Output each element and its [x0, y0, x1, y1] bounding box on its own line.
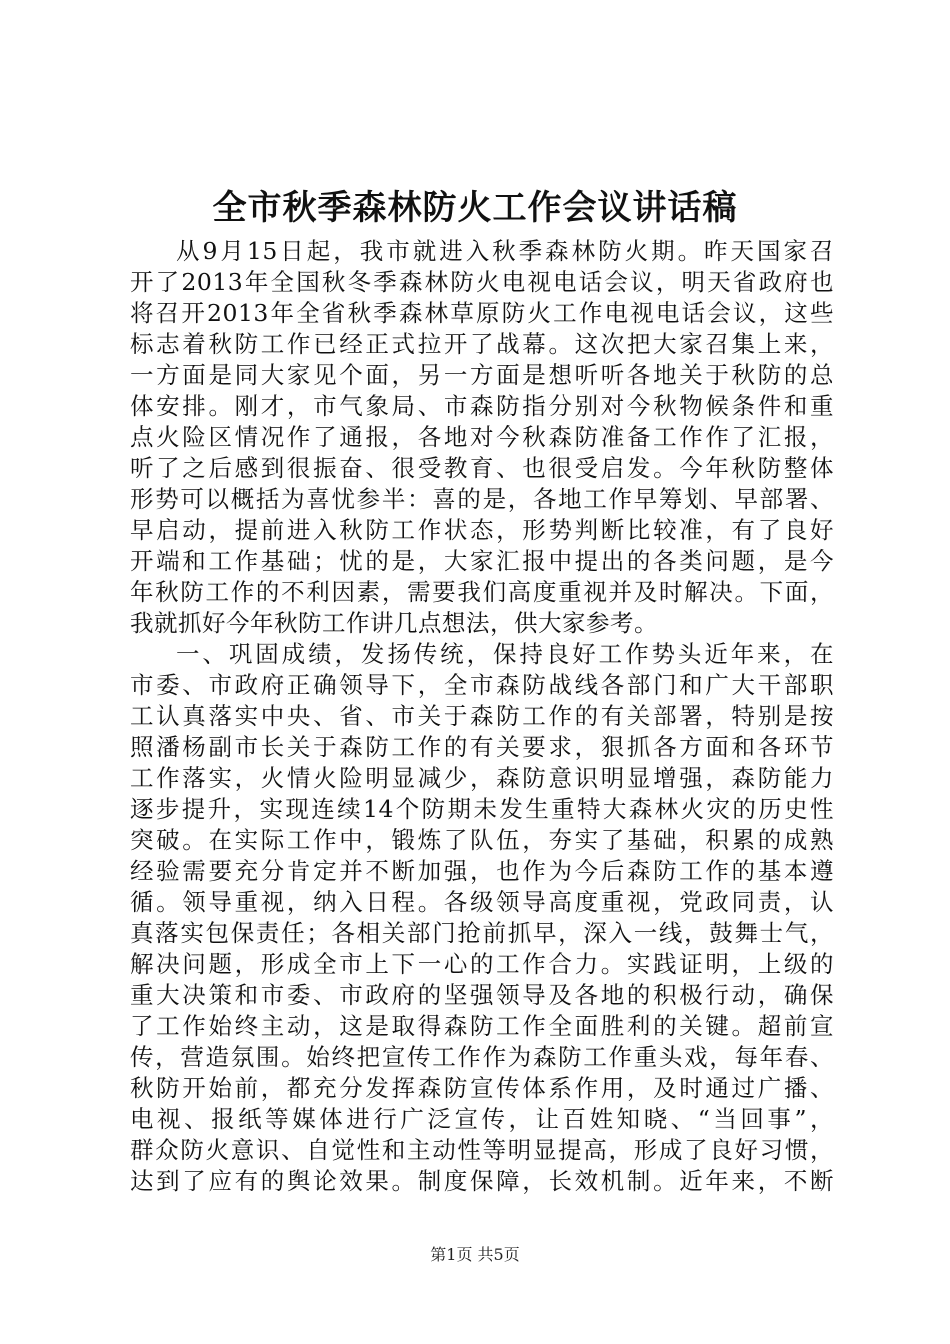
- body-line: 市委、市政府正确领导下，全市森防战线各部门和广大干部职: [130, 671, 834, 699]
- body-line: 重大决策和市委、市政府的坚强领导及各地的积极行动，确保: [130, 981, 834, 1009]
- document-title: 全市秋季森林防火工作会议讲话稿: [212, 188, 738, 228]
- body-line: 解决问题，形成全市上下一心的工作合力。实践证明，上级的: [130, 950, 834, 978]
- body-line: 将召开2013年全省秋季森林草原防火工作电视电话会议，这些: [130, 299, 834, 327]
- body-line: 听了之后感到很振奋、很受教育、也很受启发。今年秋防整体: [130, 454, 834, 482]
- document-body: [130, 236, 834, 1197]
- body-line: 一、巩固成绩，发扬传统，保持良好工作势头近年来，在: [176, 640, 834, 668]
- body-line: 标志着秋防工作已经正式拉开了战幕。这次把大家召集上来，: [130, 330, 834, 358]
- body-line: 循。领导重视，纳入日程。各级领导高度重视，党政同责，认: [130, 888, 834, 916]
- body-line: 开了2013年全国秋冬季森林防火电视电话会议，明天省政府也: [130, 268, 834, 296]
- body-line: 电视、报纸等媒体进行广泛宣传，让百姓知晓、“当回事”，: [130, 1105, 834, 1133]
- page-number: 第1页 共5页: [430, 1245, 520, 1264]
- body-line: 群众防火意识、自觉性和主动性等明显提高，形成了良好习惯，: [130, 1136, 834, 1164]
- body-line: 逐步提升，实现连续14个防期未发生重特大森林火灾的历史性: [130, 795, 834, 823]
- body-line: 体安排。刚才，市气象局、市森防指分别对今秋物候条件和重: [130, 392, 834, 420]
- body-line: 突破。在实际工作中，锻炼了队伍，夯实了基础，积累的成熟: [130, 826, 834, 854]
- body-line: 开端和工作基础；忧的是，大家汇报中提出的各类问题，是今: [130, 547, 834, 575]
- body-line: 经验需要充分肯定并不断加强，也作为今后森防工作的基本遵: [130, 857, 834, 885]
- body-line: 年秋防工作的不利因素，需要我们高度重视并及时解决。下面，: [130, 578, 834, 606]
- body-line: 了工作始终主动，这是取得森防工作全面胜利的关键。超前宣: [130, 1012, 834, 1040]
- body-line: 传，营造氛围。始终把宣传工作作为森防工作重头戏，每年春、: [130, 1043, 834, 1071]
- body-line: 早启动，提前进入秋防工作状态，形势判断比较准，有了良好: [130, 516, 834, 544]
- body-line: 一方面是同大家见个面，另一方面是想听听各地关于秋防的总: [130, 361, 834, 389]
- body-line: 照潘杨副市长关于森防工作的有关要求，狠抓各方面和各环节: [130, 733, 834, 761]
- body-line: 工认真落实中央、省、市关于森防工作的有关部署，特别是按: [130, 702, 834, 730]
- body-line: 点火险区情况作了通报，各地对今秋森防准备工作作了汇报，: [130, 423, 834, 451]
- body-line: 从9月15日起，我市就进入秋季森林防火期。昨天国家召: [176, 237, 834, 265]
- body-line: 我就抓好今年秋防工作讲几点想法，供大家参考。: [130, 609, 658, 637]
- body-line: 秋防开始前，都充分发挥森防宣传体系作用，及时通过广播、: [130, 1074, 834, 1102]
- body-line: 形势可以概括为喜忧参半：喜的是，各地工作早筹划、早部署、: [130, 485, 834, 513]
- body-line: 真落实包保责任；各相关部门抢前抓早，深入一线，鼓舞士气，: [130, 919, 834, 947]
- body-line: 工作落实，火情火险明显减少，森防意识明显增强，森防能力: [130, 764, 834, 792]
- body-line: 达到了应有的舆论效果。制度保障，长效机制。近年来，不断: [130, 1167, 834, 1195]
